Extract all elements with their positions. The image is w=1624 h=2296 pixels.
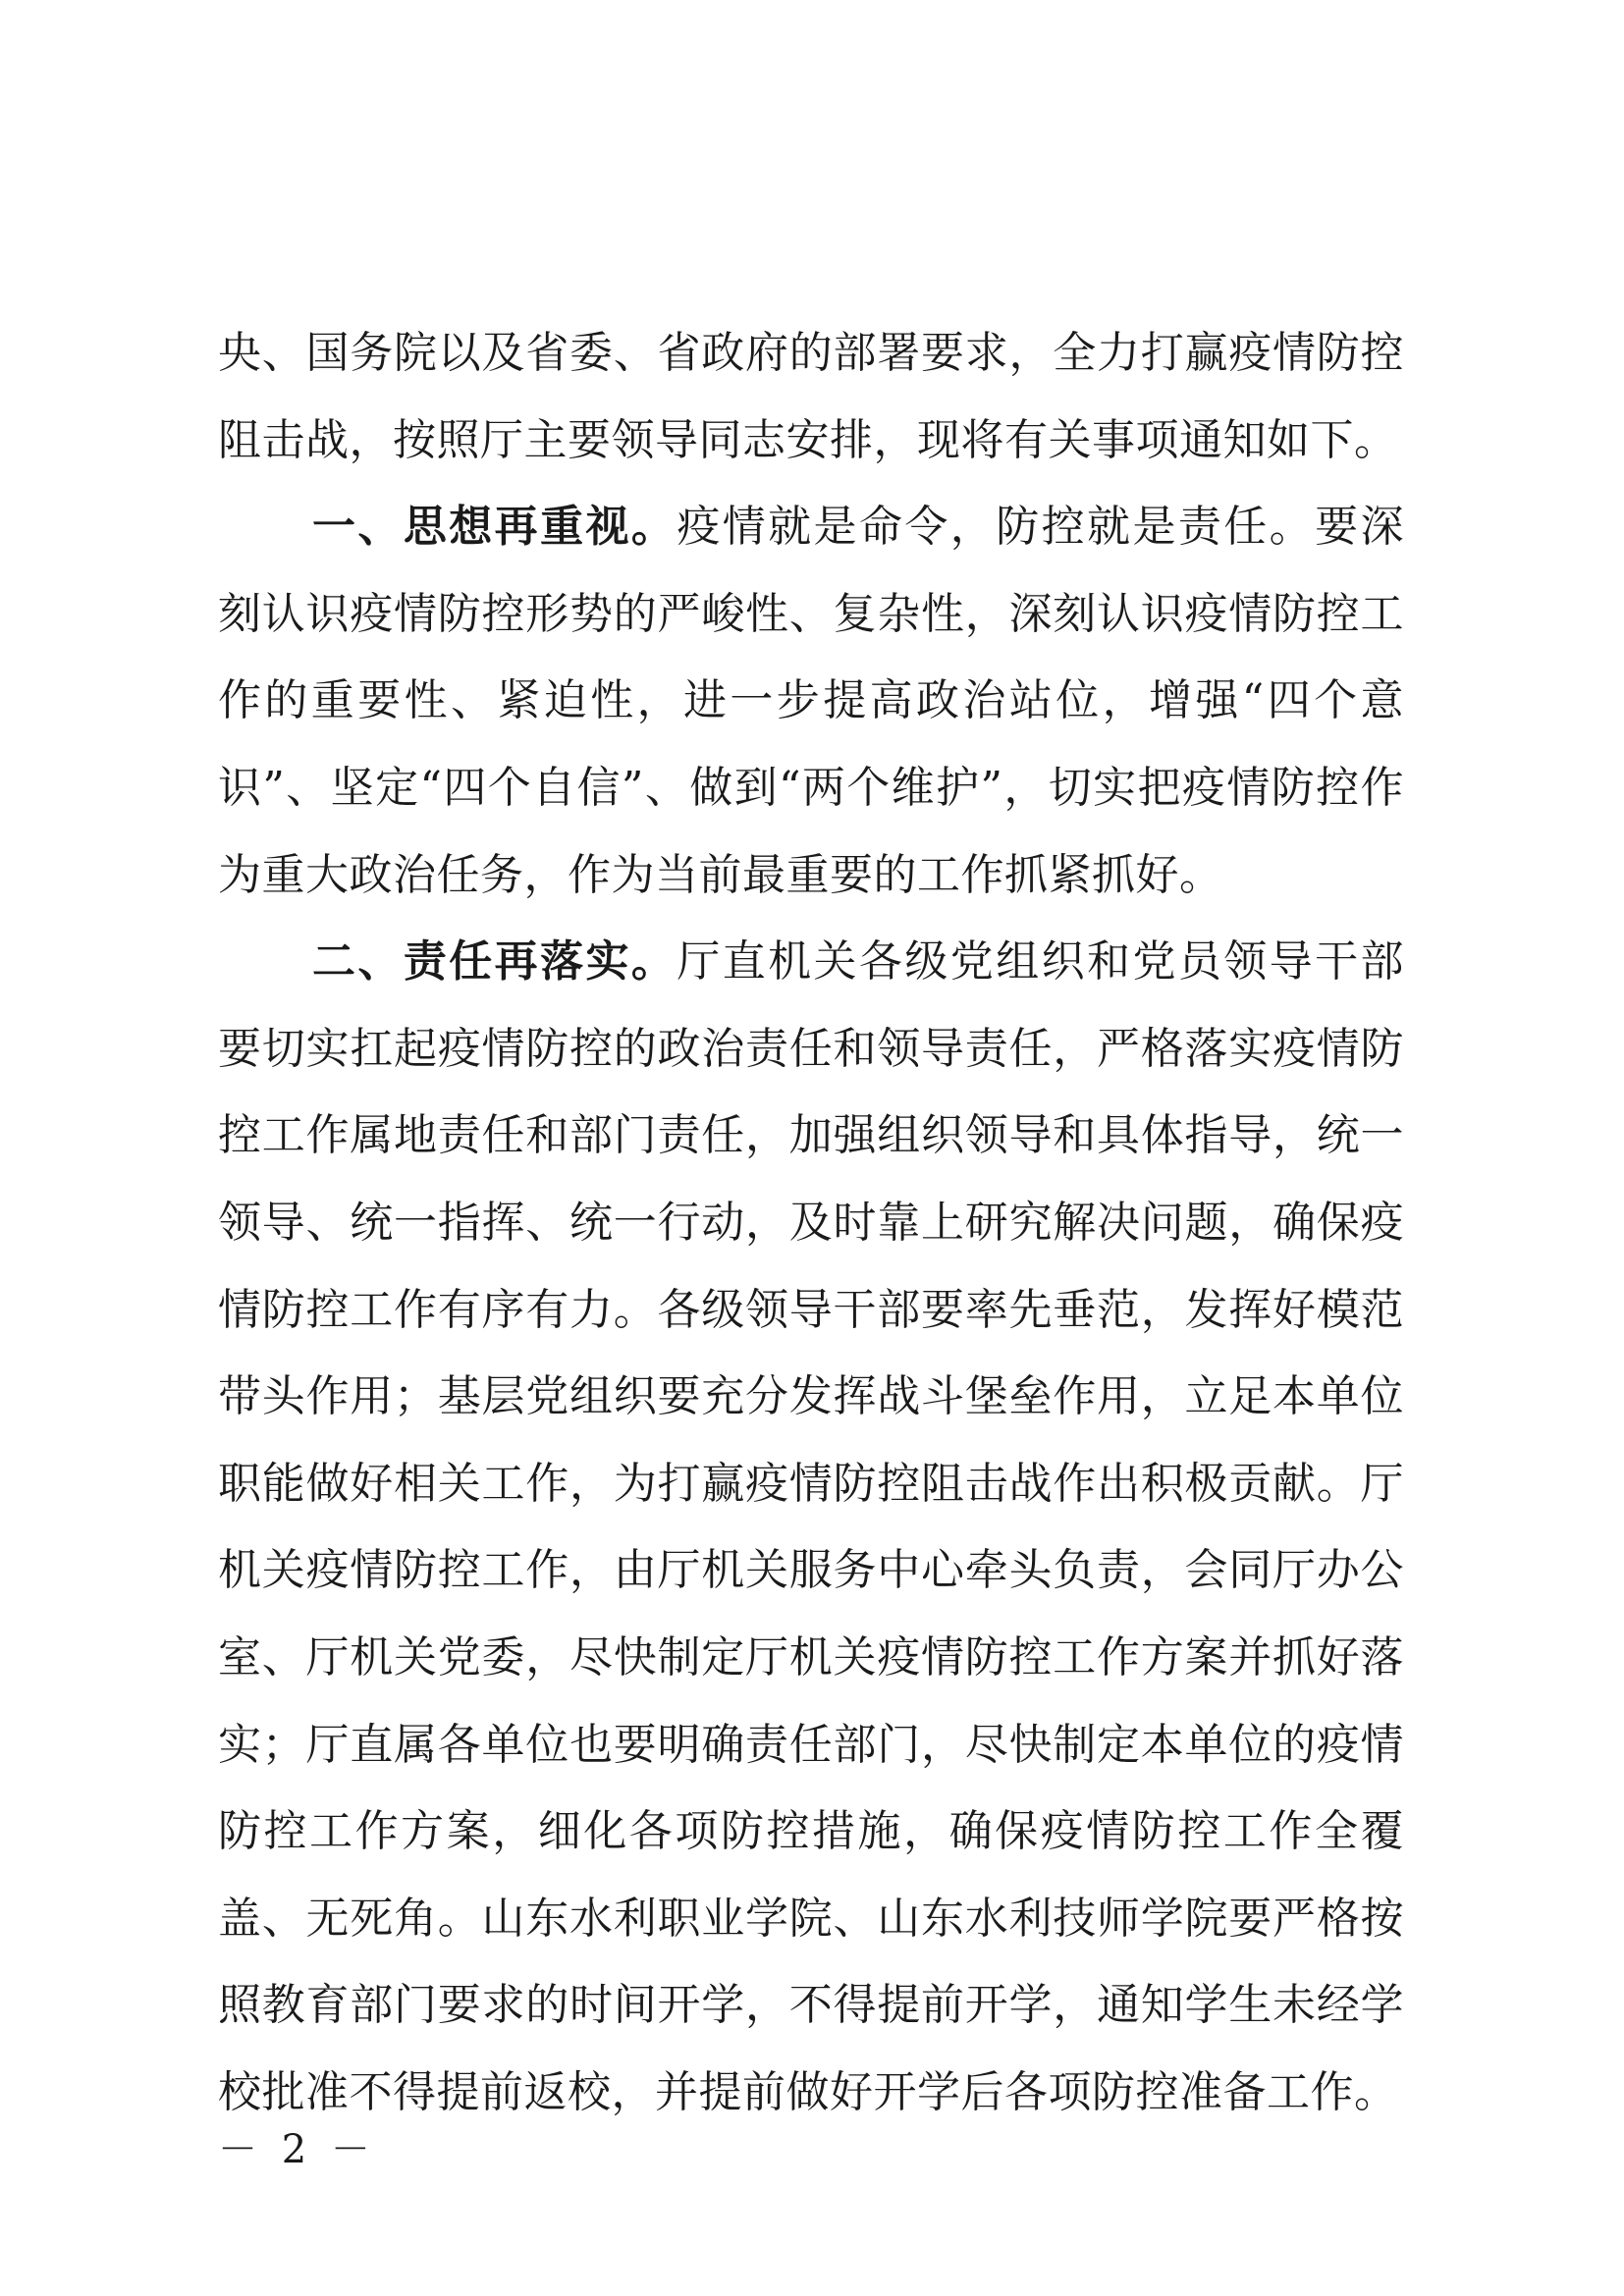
document-body	[218, 310, 1404, 2136]
paragraph-text: 疫情就是命令，防控就是责任。要深刻认识疫情防控形势的严峻性、复杂性，深刻认识疫情防控工作的重要性、紧迫性，进一步提高政治站位，增强“四个意识”、坚定“四个自信”、做到“两个维护”，切实把疫情防控作为重大政治任务，作为当前最重要的工作抓紧抓好。	[218, 502, 1405, 900]
paragraph-text: 厅直机关各级党组织和党员领导干部要切实扛起疫情防控的政治责任和领导责任，严格落实疫情防控工作属地责任和部门责任，加强组织领导和具体指导，统一领导、统一指挥、统一行动，及时靠上研究解决问题，确保疫情防控工作有序有力。各级领导干部要率先垂范，发挥好模范带头作用；基层党组织要充分发挥战斗堡垒作用，立足本单位职能做好相关工作，为打赢疫情防控阻击战作出积极贡献。厅机关疫情防控工作，由厅机关服务中心牵头负责，会同厅办公室、厅机关党委，尽快制定厅机关疫情防控工作方案并抓好落实；厅直属各单位也要明确责任部门，尽快制定本单位的疫情防控工作方案，细化各项防控措施，确保疫情防控工作全覆盖、无死角。山东水利职业学院、山东水利技师学院要严格按照教育部门要求的时间开学，不得提前开学，通知学生未经学校批准不得提前返校，并提前做好开学后各项防控准备工作。	[218, 936, 1405, 2117]
paragraph-section-one	[218, 484, 1404, 919]
paragraph-section-two	[218, 919, 1404, 2136]
section-heading: 一、思想再重视。	[312, 502, 677, 553]
page-number: － 2 －	[218, 2127, 376, 2172]
paragraph-text: 央、国务院以及省委、省政府的部署要求，全力打赢疫情防控阻击战，按照厅主要领导同志安排，现将有关事项通知如下。	[218, 328, 1404, 465]
paragraph-continuation	[218, 310, 1404, 484]
section-heading: 二、责任再落实。	[312, 936, 677, 988]
